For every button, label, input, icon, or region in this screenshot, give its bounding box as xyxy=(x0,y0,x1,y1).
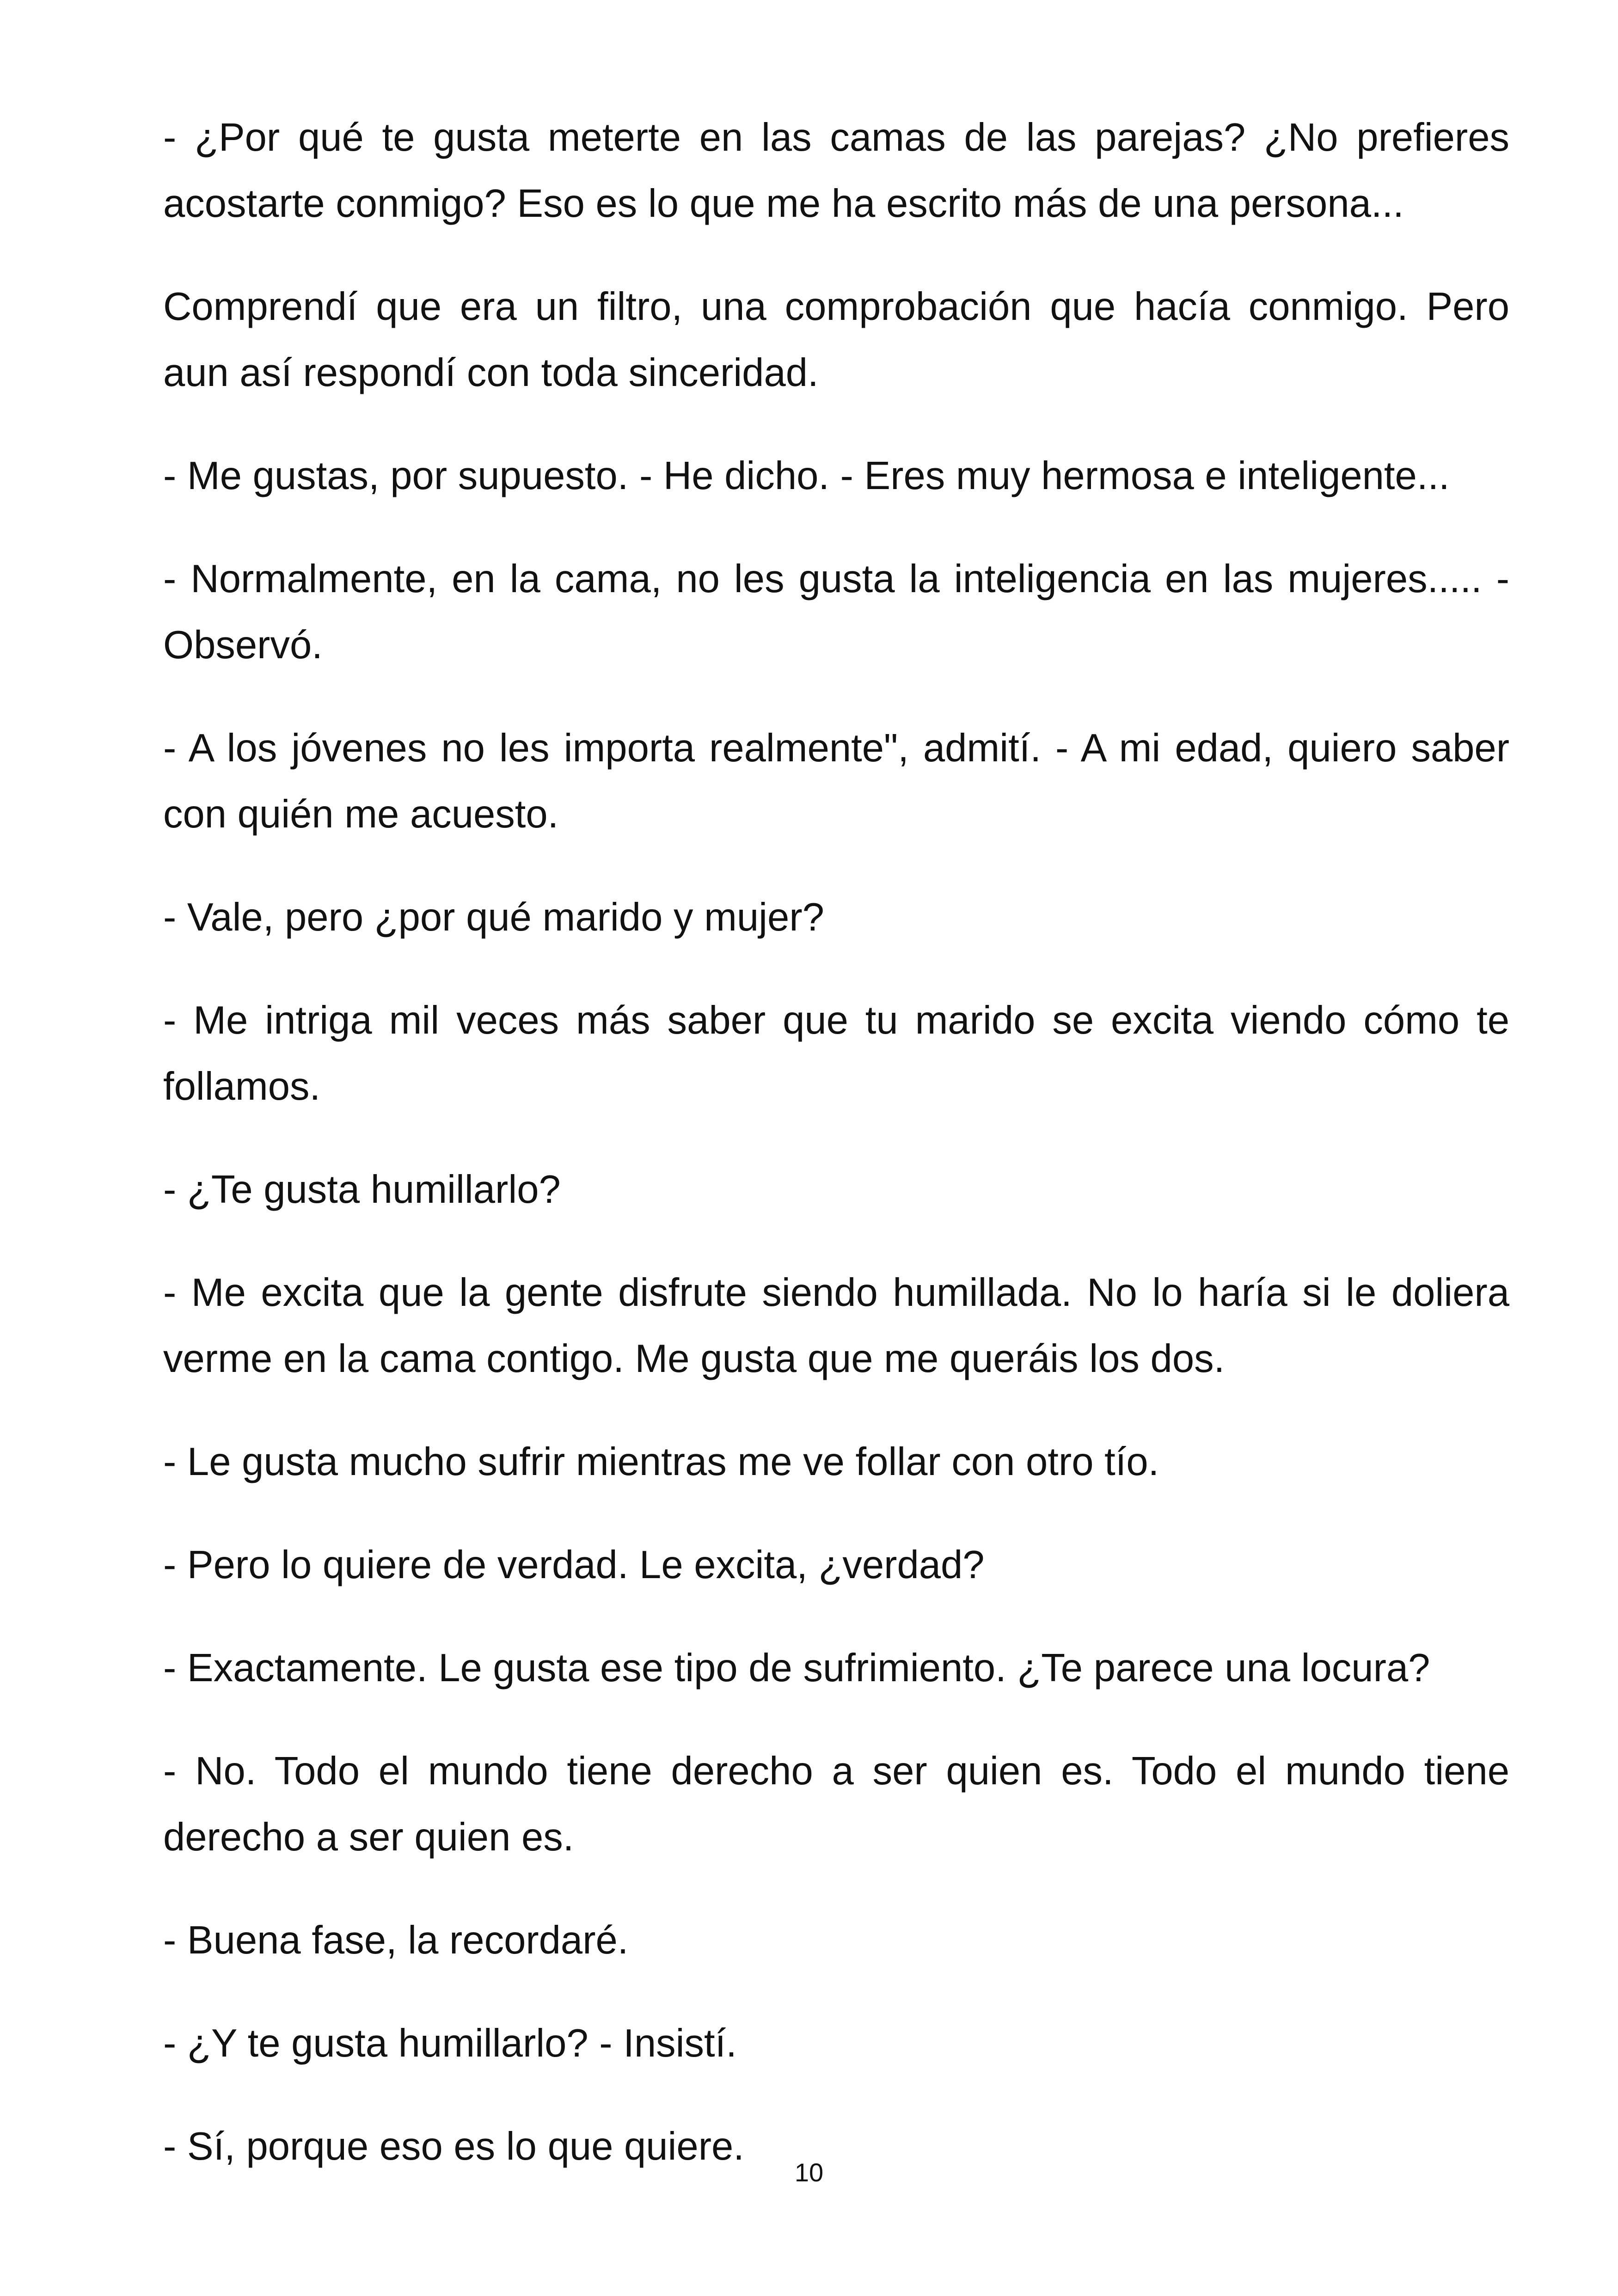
paragraph-14: - Buena fase, la recordaré. xyxy=(163,1918,629,1962)
paragraph-3: - Me gustas, por supuesto. - He dicho. - Eres muy hermosa e inteligente... xyxy=(163,454,1450,498)
page-number: 10 xyxy=(794,2158,824,2187)
paragraph-8: - ¿Te gusta humillarlo? xyxy=(163,1168,561,1212)
body-text xyxy=(163,104,1509,2216)
paragraph-13: - No. Todo el mundo tiene derecho a ser quien es. Todo el mundo tiene derecho a ser quien es. xyxy=(163,1749,1509,1859)
paragraph-7: - Me intriga mil veces más saber que tu marido se excita viendo cómo te follamos. xyxy=(163,998,1509,1108)
paragraph-1: - ¿Por qué te gusta meterte en las camas de las parejas? ¿No prefieres acostarte conmigo? Eso es lo que me ha escrito más de una persona... xyxy=(163,116,1509,226)
paragraph-12: - Exactamente. Le gusta ese tipo de sufrimiento. ¿Te parece una locura? xyxy=(163,1646,1430,1690)
paragraph-6: - Vale, pero ¿por qué marido y mujer? xyxy=(163,895,824,939)
paragraph-10: - Le gusta mucho sufrir mientras me ve follar con otro tío. xyxy=(163,1440,1159,1484)
paragraph-16: - Sí, porque eso es lo que quiere. xyxy=(163,2125,744,2168)
paragraph-4: - Normalmente, en la cama, no les gusta la inteligencia en las mujeres..... - Observó. xyxy=(163,557,1509,667)
paragraph-2: Comprendí que era un filtro, una comprobación que hacía conmigo. Pero aun así respondí con toda sinceridad. xyxy=(163,285,1509,395)
paragraph-9: - Me excita que la gente disfrute siendo humillada. No lo haría si le doliera verme en la cama contigo. Me gusta que me queráis los dos. xyxy=(163,1271,1509,1381)
paragraph-11: - Pero lo quiere de verdad. Le excita, ¿verdad? xyxy=(163,1543,985,1587)
paragraph-15: - ¿Y te gusta humillarlo? - Insistí. xyxy=(163,2021,737,2065)
paragraph-5: - A los jóvenes no les importa realmente", admití. - A mi edad, quiero saber con quién me acuesto. xyxy=(163,726,1509,836)
